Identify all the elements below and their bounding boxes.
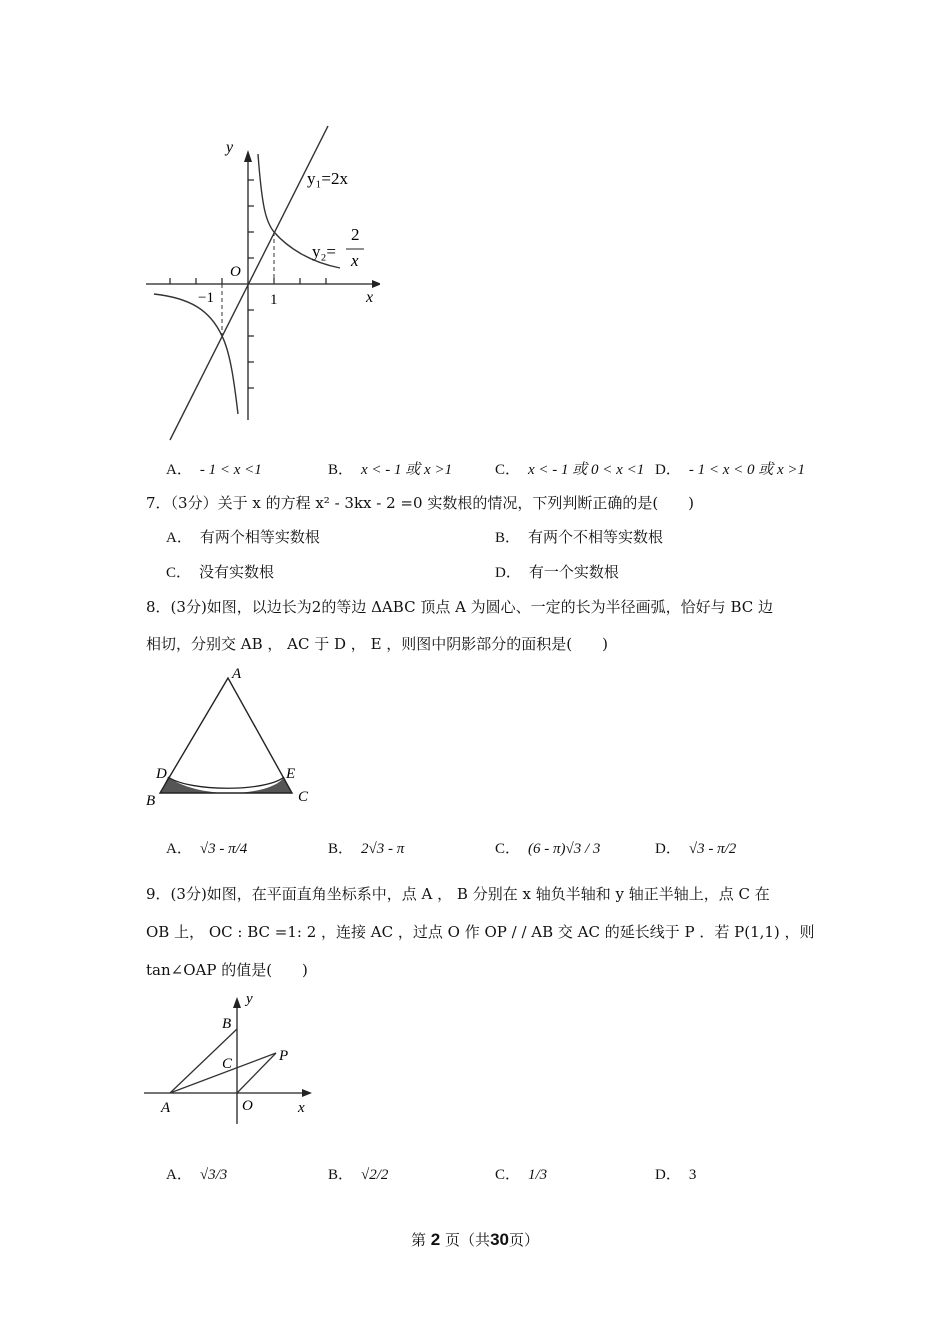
option-label: C． xyxy=(495,462,521,478)
line-label-y1: y₁=2x xyxy=(307,169,349,188)
option-text: √3/3 xyxy=(199,1167,228,1183)
option-label: C． xyxy=(166,565,192,581)
q9-stem-line3: tan∠OAP 的值是( ) xyxy=(146,961,308,979)
option-text: √3 - π/2 xyxy=(688,841,737,857)
option-label: A． xyxy=(166,530,192,546)
option-text: 有两个不相等实数根 xyxy=(528,530,664,546)
q8-option-b[interactable] xyxy=(328,838,404,859)
page-footer xyxy=(0,1229,950,1250)
option-label: A． xyxy=(166,841,192,857)
point-label-e: E xyxy=(286,766,296,782)
option-text: 有一个实数根 xyxy=(528,565,619,581)
q9-option-d[interactable] xyxy=(655,1164,696,1185)
curve-label-den: x xyxy=(351,251,359,270)
option-text: x < - 1 或 0 < x <1 xyxy=(528,462,645,478)
option-text: 有两个相等实数根 xyxy=(199,530,320,546)
q6-option-c[interactable] xyxy=(495,459,644,480)
q7-option-c[interactable] xyxy=(166,562,274,583)
point-label-p: P xyxy=(279,1048,289,1064)
x-axis-arrow xyxy=(372,280,380,288)
vertex-label-a: A xyxy=(232,666,242,682)
q9-stem-line1: 9．(3分)如图，在平面直角坐标系中，点 A ， B 分别在 x 轴负半轴和 y 轴正半轴上，点 C 在 xyxy=(146,885,770,903)
option-label: A． xyxy=(166,1167,192,1183)
option-label: B． xyxy=(328,841,354,857)
option-label: D． xyxy=(655,462,681,478)
q7-option-a[interactable] xyxy=(166,527,320,548)
x-axis-arrow xyxy=(302,1089,312,1097)
q6-option-a[interactable] xyxy=(166,459,262,480)
point-label-a: A xyxy=(161,1100,171,1116)
q8-option-a[interactable] xyxy=(166,838,247,859)
line-y1 xyxy=(170,126,328,440)
option-text: 3 xyxy=(688,1167,697,1183)
q6-option-b[interactable] xyxy=(328,459,452,480)
q8-stem-line2: 相切，分别交 AB ， AC 于 D ， E ，则图中阴影部分的面积是( ) xyxy=(146,635,608,653)
option-label: B． xyxy=(328,462,354,478)
option-label: B． xyxy=(328,1167,354,1183)
point-label-d: D xyxy=(156,766,167,782)
vertex-label-c: C xyxy=(298,789,309,805)
coordinate-figure xyxy=(140,985,320,1125)
option-text: 2√3 - π xyxy=(361,841,405,857)
q9-stem-line2: OB 上， OC : BC =1: 2 ，连接 AC ，过点 O 作 OP / / AB 交 AC 的延长线于 P ．若 P(1,1) ，则 xyxy=(146,923,815,941)
y-axis-arrow xyxy=(244,150,252,162)
q9-option-c[interactable] xyxy=(495,1164,547,1185)
option-text: √2/2 xyxy=(361,1167,389,1183)
triangle-figure xyxy=(140,660,320,810)
curve-label-num: 2 xyxy=(351,225,360,244)
option-text: 没有实数根 xyxy=(199,565,275,581)
footer-pre: 第 xyxy=(411,1231,427,1249)
footer-page-number: 2 xyxy=(430,1230,441,1249)
q6-option-d[interactable] xyxy=(655,459,805,480)
q8-stem-line1: 8．(3分)如图，以边长为2的等边 ΔABC 顶点 A 为圆心、一定的长为半径画弧，恰好与 BC 边 xyxy=(146,598,774,616)
point-label-o: O xyxy=(242,1098,253,1114)
option-text: 1/3 xyxy=(528,1167,548,1183)
q9-option-b[interactable] xyxy=(328,1164,388,1185)
segment-op xyxy=(237,1053,276,1093)
option-label: D． xyxy=(495,565,521,581)
curve-label-prefix: y₂= xyxy=(312,242,337,261)
option-label: C． xyxy=(495,1167,521,1183)
function-graph-figure xyxy=(140,120,380,450)
option-text: √3 - π/4 xyxy=(199,841,248,857)
option-label: A． xyxy=(166,462,192,478)
point-label-b: B xyxy=(222,1016,232,1032)
option-label: D． xyxy=(655,841,681,857)
x-axis-label: x xyxy=(366,289,374,306)
option-label: B． xyxy=(495,530,521,546)
q8-option-d[interactable] xyxy=(655,838,736,859)
q7-stem: 7．（3分）关于 x 的方程 x² - 3kx - 2 =0 实数根的情况，下列判断正确的是( ) xyxy=(146,494,695,512)
y-axis-label: y xyxy=(226,139,234,156)
q9-option-a[interactable] xyxy=(166,1164,227,1185)
option-text: x < - 1 或 x >1 xyxy=(361,462,453,478)
option-label: C． xyxy=(495,841,521,857)
option-text: (6 - π)√3 / 3 xyxy=(528,841,601,857)
hyperbola-branch-negative xyxy=(154,294,238,414)
q7-option-b[interactable] xyxy=(495,527,663,548)
option-text: - 1 < x <1 xyxy=(199,462,262,478)
tick-label-neg1: −1 xyxy=(198,290,214,306)
axis-label-y: y xyxy=(246,991,253,1007)
footer-mid: 页（共 xyxy=(445,1231,491,1249)
triangle-abc xyxy=(160,678,292,793)
tick-label-1: 1 xyxy=(270,292,278,308)
footer-post: 页） xyxy=(508,1231,539,1249)
footer-total-pages: 30 xyxy=(490,1230,509,1249)
q7-option-d[interactable] xyxy=(495,562,619,583)
vertex-label-b: B xyxy=(146,793,156,809)
q8-option-c[interactable] xyxy=(495,838,600,859)
point-label-c: C xyxy=(222,1056,233,1072)
option-label: D． xyxy=(655,1167,681,1183)
axis-label-x: x xyxy=(298,1100,305,1116)
y-axis-arrow xyxy=(233,997,241,1008)
shaded-region-left xyxy=(160,777,230,793)
option-text: - 1 < x < 0 或 x >1 xyxy=(688,462,806,478)
origin-label: O xyxy=(230,264,241,280)
